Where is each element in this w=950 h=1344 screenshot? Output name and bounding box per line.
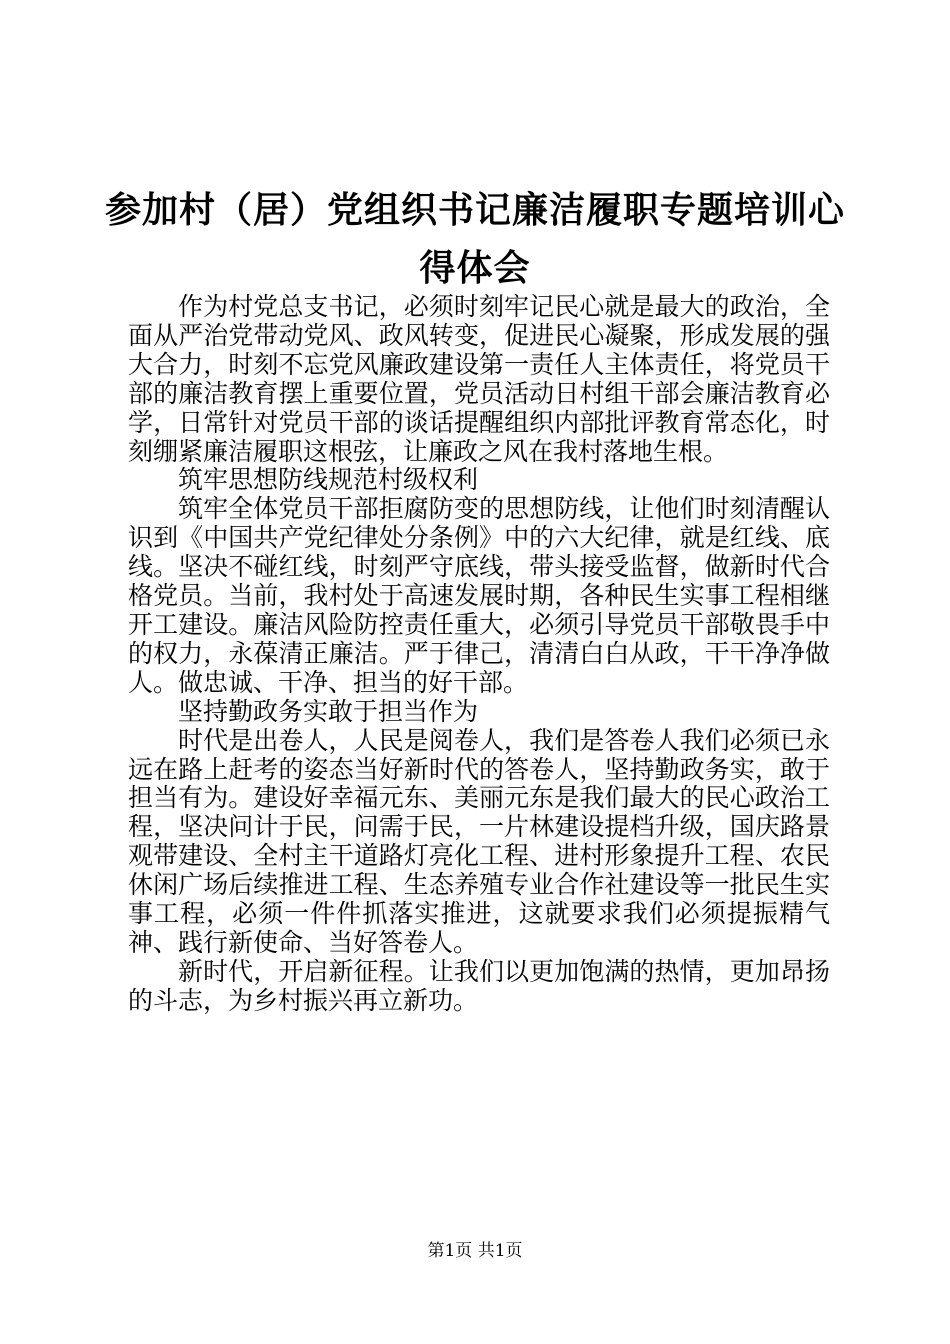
paragraph-conclusion: 新时代，开启新征程。让我们以更加饱满的热情，更加昂扬的斗志，为乡村振兴再立新功。 — [128, 956, 830, 1015]
paragraph-intro: 作为村党总支书记，必须时刻牢记民心就是最大的政治，全面从严治党带动党风、政风转变，促进民心凝聚，形成发展的强大合力，时刻不忘党风廉政建设第一责任人主体责任，将党员干部的廉洁教育摆上重要位置，党员活动日村组干部会廉洁教育必学，日常针对党员干部的谈话提醒组织内部批评教育常态化，时刻绷紧廉洁履职这根弦，让廉政之风在我村落地生根。 — [128, 292, 830, 466]
section-heading-1: 筑牢思想防线规范村级权利 — [178, 465, 479, 495]
paragraph-section-2: 时代是出卷人，人民是阅卷人，我们是答卷人我们必须已永远在路上赶考的姿态当好新时代的答卷人，坚持勤政务实，敢于担当有为。建设好幸福元东、美丽元东是我们最大的民心政治工程，坚决问计于民，问需于民，一片林建设提档升级，国庆路景观带建设、全村主干道路灯亮化工程、进村形象提升工程、农民休闲广场后续推进工程、生态养殖专业合作社建设等一批民生实事工程，必须一件件抓落实推进，这就要求我们必须提振精气神、践行新使命、当好答卷人。 — [128, 725, 830, 957]
page-number-footer: 第1页 共1页 — [427, 1241, 523, 1261]
document-title-line-1: 参加村（居）党组织书记廉洁履职专题培训心 — [104, 189, 845, 231]
document-body — [128, 293, 830, 1016]
paragraph-section-1: 筑牢全体党员干部拒腐防变的思想防线，让他们时刻清醒认识到《中国共产党纪律处分条例》中的六大纪律，就是红线、底线。坚决不碰红线，时刻严守底线，带头接受监督，做新时代合格党员。当前，我村处于高速发展时期，各种民生实事工程相继开工建设。廉洁风险防控责任重大，必须引导党员干部敬畏手中的权力，永葆清正廉洁。严于律己，清清白白从政，干干净净做人。做忠诚、干净、担当的好干部。 — [128, 494, 830, 697]
document-title-line-2: 得体会 — [419, 247, 531, 289]
section-heading-2: 坚持勤政务实敢于担当作为 — [178, 696, 479, 726]
